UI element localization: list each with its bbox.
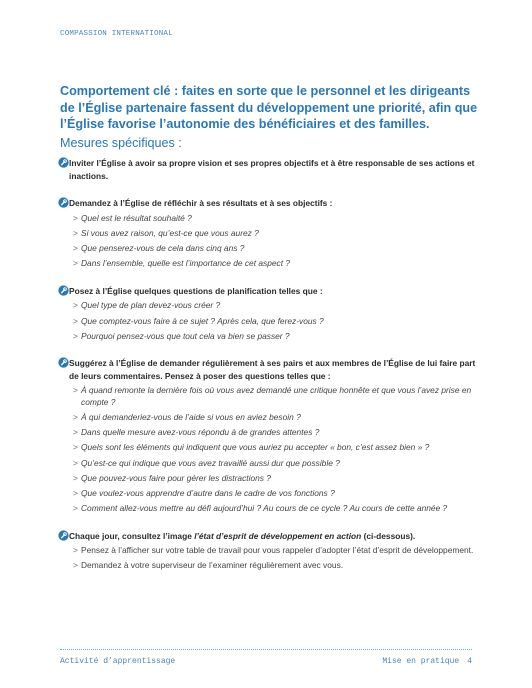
chevron-right-icon: > xyxy=(73,427,78,438)
chevron-right-icon: > xyxy=(73,560,78,571)
measure-item xyxy=(60,530,485,572)
sub-question: > Dans quelle mesure avez-vous répondu à de grandes attentes ? xyxy=(73,427,320,438)
sub-question-list xyxy=(60,300,485,342)
document-header: COMPASSION INTERNATIONAL xyxy=(60,30,173,38)
mindset-image-reference: l’état d’esprit de développement en action xyxy=(194,530,362,541)
chevron-right-icon: > xyxy=(73,442,78,453)
chevron-right-icon: > xyxy=(73,457,78,468)
sub-question: > Pourquoi pensez-vous que tout cela va bien se passer ? xyxy=(73,330,290,341)
sub-question: > Quel est le résultat souhaité ? xyxy=(73,212,192,223)
footer-right xyxy=(382,657,472,666)
measure-text: Suggérez à l’Église de demander régulièrement à ses pairs et aux membres de l’Église de lui faire part de leurs commentaires. Pensez à poser des questions telles que : xyxy=(69,358,476,381)
measure-text: Inviter l’Église à avoir sa propre vision et ses propres objectifs et à être responsable de ses actions et inactions. xyxy=(69,158,475,181)
chevron-right-icon: > xyxy=(73,243,78,254)
chevron-right-icon: > xyxy=(73,330,78,341)
measure-text: Demandez à l’Église de réfléchir à ses résultats et à ses objectifs : xyxy=(69,198,333,209)
chevron-right-icon: > xyxy=(73,300,78,311)
chevron-right-icon: > xyxy=(73,412,78,422)
sub-question: > Que comptez-vous faire à ce sujet ? Après cela, que ferez-vous ? xyxy=(73,315,324,326)
chevron-right-icon: > xyxy=(73,315,78,326)
measure-item xyxy=(60,357,485,514)
measure-text-suffix: (ci-dessous). xyxy=(361,530,416,541)
chevron-right-icon: > xyxy=(73,503,78,514)
chevron-right-icon: > xyxy=(73,488,78,499)
sub-question: > Si vous avez raison, qu’est-ce que vous aurez ? xyxy=(73,227,259,238)
wrench-badge-icon xyxy=(58,357,69,368)
wrench-badge-icon xyxy=(58,530,69,541)
sub-question: > Que voulez-vous apprendre d’autre dans le cadre de vos fonctions ? xyxy=(73,488,335,499)
sub-question: > Qu’est-ce qui indique que vous avez travaillé aussi dur que possible ? xyxy=(73,457,340,468)
wrench-badge-icon xyxy=(58,157,69,168)
chevron-right-icon: > xyxy=(73,385,78,396)
chevron-right-icon: > xyxy=(73,227,78,238)
sub-question: > Quel type de plan devez-vous créer ? xyxy=(73,300,221,311)
measure-item xyxy=(60,157,485,182)
sub-question: > Comment allez-vous mettre au défi aujourd’hui ? Au cours de ce cycle ? Au cours de cette année ? xyxy=(73,503,448,514)
page-number: 4 xyxy=(467,657,472,666)
sub-point: > Pensez à l’afficher sur votre table de travail pour vous rappeler d’adopter l’état d’esprit de développement. xyxy=(73,545,474,556)
wrench-badge-icon xyxy=(58,285,69,296)
chevron-right-icon: > xyxy=(73,545,78,556)
sub-question: > Dans l’ensemble, quelle est l’importance de cet aspect ? xyxy=(73,258,291,269)
footer-section-label: Activité d’apprentissage xyxy=(60,657,176,666)
sub-question: > Que penserez-vous de cela dans cinq ans ? xyxy=(73,243,245,254)
specific-measures-heading: Mesures spécifiques : xyxy=(60,136,182,150)
measure-item xyxy=(60,197,485,270)
sub-question: > À qui demanderiez-vous de l’aide si vous en aviez besoin ? xyxy=(73,412,301,422)
key-behavior-heading: Comportement clé : faites en sorte que le personnel et les dirigeants de l’Église partenaire fassent du développement une priorité, afin que l’Église favorise l’autonomie des bénéficiaires et des familles. xyxy=(60,84,478,131)
footer-divider xyxy=(60,649,472,650)
sub-question-list xyxy=(60,213,485,270)
measure-item xyxy=(60,285,485,342)
sub-point: > Demandez à votre superviseur de l’examiner régulièrement avec vous. xyxy=(73,560,344,571)
measure-text: Posez à l’Église quelques questions de planification telles que : xyxy=(69,285,323,296)
chevron-right-icon: > xyxy=(73,258,78,269)
measures-list xyxy=(60,157,485,587)
chevron-right-icon: > xyxy=(73,212,78,223)
sub-question: > Que pouvez-vous faire pour gérer les distractions ? xyxy=(73,472,271,483)
wrench-badge-icon xyxy=(58,197,69,208)
footer-chapter-label: Mise en pratique xyxy=(382,657,460,666)
measure-text: Chaque jour, consultez l’image xyxy=(69,530,195,541)
sub-question-list xyxy=(60,385,485,514)
sub-question: > Quels sont les éléments qui indiquent que vous auriez pu accepter « bon, c’est assez bien » ? xyxy=(73,442,430,453)
chevron-right-icon: > xyxy=(73,472,78,483)
sub-point-list xyxy=(60,545,485,572)
sub-question: > À quand remonte la dernière fois où vous avez demandé une critique honnête et que vous l’avez prise en compte ? xyxy=(73,385,472,407)
